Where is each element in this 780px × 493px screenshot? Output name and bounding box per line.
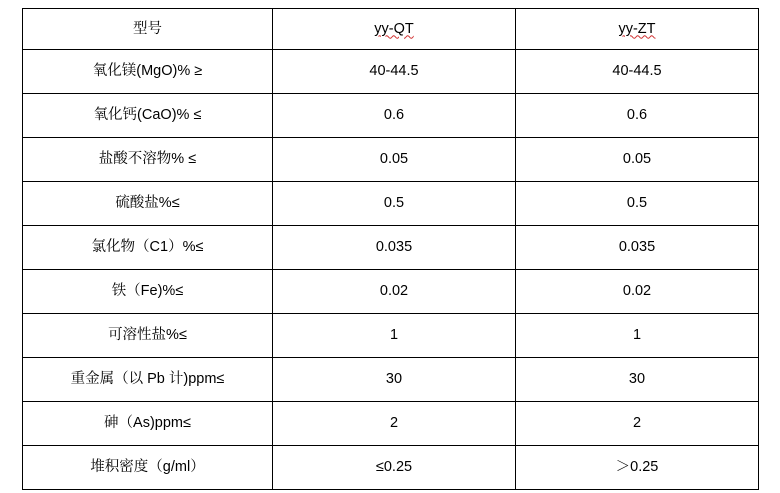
row-value-qt: 30 [273, 358, 516, 402]
row-item-name: 砷（As)ppm≤ [23, 402, 273, 446]
column-header-zt [516, 9, 759, 50]
column-header-item [23, 9, 273, 50]
row-item-name: 铁（Fe)%≤ [23, 270, 273, 314]
table-row [23, 94, 759, 138]
table-row [23, 138, 759, 182]
table-row [23, 446, 759, 490]
row-value-zt: 1 [516, 314, 759, 358]
row-value-zt: 2 [516, 402, 759, 446]
column-header-qt-label: yy-QT [374, 20, 414, 37]
table-row [23, 314, 759, 358]
row-value-zt: 0.05 [516, 138, 759, 182]
row-value-zt: 0.5 [516, 182, 759, 226]
row-value-zt: 0.02 [516, 270, 759, 314]
table-row [23, 226, 759, 270]
column-header-zt-label: yy-ZT [618, 20, 656, 37]
table-row [23, 270, 759, 314]
row-item-name: 氯化物（C1）%≤ [23, 226, 273, 270]
row-value-qt: 0.5 [273, 182, 516, 226]
row-value-zt: 0.035 [516, 226, 759, 270]
row-item-name: 硫酸盐%≤ [23, 182, 273, 226]
row-item-name: 盐酸不溶物% ≤ [23, 138, 273, 182]
row-item-name: 氧化镁(MgO)% ≥ [23, 50, 273, 94]
row-value-qt: 0.02 [273, 270, 516, 314]
specification-table [22, 8, 759, 490]
row-item-name: 可溶性盐%≤ [23, 314, 273, 358]
table-header-row [23, 9, 759, 50]
column-header-qt [273, 9, 516, 50]
row-value-qt: 2 [273, 402, 516, 446]
row-item-name: 重金属（以 Pb 计)ppm≤ [23, 358, 273, 402]
column-header-item-label: 型号 [133, 20, 162, 37]
row-value-qt: 0.035 [273, 226, 516, 270]
row-value-zt: 40-44.5 [516, 50, 759, 94]
row-value-zt: ＞0.25 [516, 446, 759, 490]
row-value-qt: 40-44.5 [273, 50, 516, 94]
row-value-zt: 30 [516, 358, 759, 402]
table-row [23, 50, 759, 94]
row-item-name: 氧化钙(CaO)% ≤ [23, 94, 273, 138]
row-value-qt: ≤0.25 [273, 446, 516, 490]
row-value-qt: 0.05 [273, 138, 516, 182]
row-value-qt: 1 [273, 314, 516, 358]
row-value-qt: 0.6 [273, 94, 516, 138]
table-row [23, 182, 759, 226]
table-row [23, 402, 759, 446]
row-value-zt: 0.6 [516, 94, 759, 138]
row-item-name: 堆积密度（g/ml） [23, 446, 273, 490]
table-row [23, 358, 759, 402]
